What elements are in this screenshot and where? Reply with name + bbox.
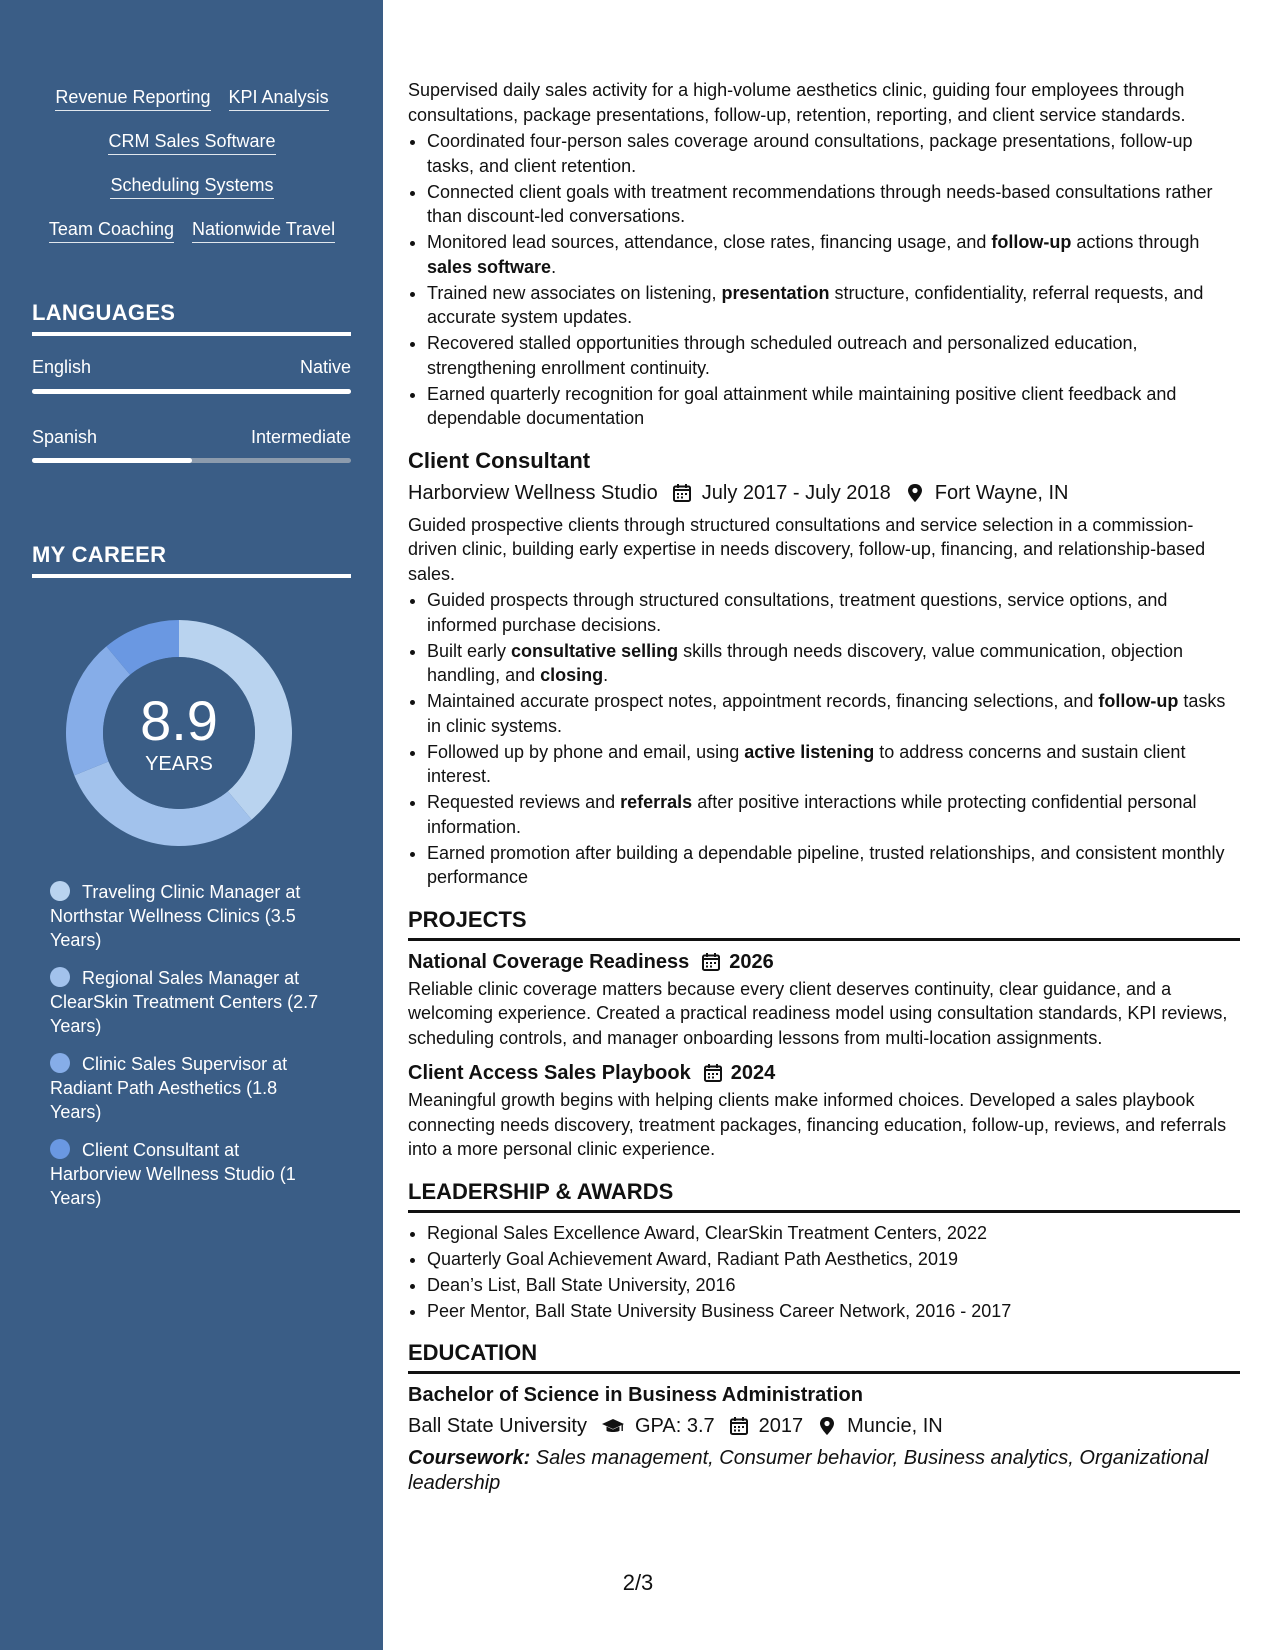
career-legend	[50, 880, 320, 1224]
award-item: • Regional Sales Excellence Award, ClearSkin Treatment Centers, 2022	[427, 1221, 1240, 1246]
bullet-text: Followed up by phone and email, using	[427, 741, 745, 762]
skill-tag: CRM Sales Software	[108, 130, 275, 155]
bullet-item	[427, 382, 1240, 431]
bullet-item	[427, 639, 1240, 688]
education-heading: EDUCATION	[408, 1339, 1240, 1374]
bullet-text: Coordinated four-person sales coverage around consultations, package presentations, follow-up tasks, and client retention.	[427, 131, 1193, 176]
skill-tag: Nationwide Travel	[192, 218, 335, 243]
sidebar	[0, 0, 383, 1650]
career-donut-center	[66, 620, 292, 846]
page-number: 2/3	[622, 1570, 654, 1595]
coursework	[408, 1446, 1240, 1496]
legend-dot-icon	[50, 1053, 70, 1073]
bullet-text: .	[551, 256, 557, 277]
skill-tag: KPI Analysis	[229, 86, 329, 111]
job-meta	[408, 479, 1240, 507]
skill-tag: Team Coaching	[49, 218, 174, 243]
gpa: GPA: 3.7	[634, 1415, 715, 1437]
career-legend-item	[50, 1138, 320, 1210]
awards-heading: LEADERSHIP & AWARDS	[408, 1178, 1240, 1213]
bullet-text: Requested reviews and	[427, 792, 621, 812]
bullet-keyword: follow-up	[991, 232, 1072, 252]
bullet-item	[427, 841, 1240, 890]
bullet-keyword: referrals	[620, 792, 693, 812]
calendar-icon	[672, 483, 692, 503]
career-legend-text: Client Consultant at Harborview Wellness Studio (1 Years)	[50, 1140, 296, 1208]
project-description: Meaningful growth begins with helping clients make informed choices. Developed a sales playbook connecting needs discovery, treatment packages, financing education, follow-up, reviews, and referrals into a more personal clinic experience.	[408, 1090, 1227, 1159]
job-dates: July 2017 - July 2018	[701, 481, 891, 504]
graduation-cap-icon	[601, 1416, 625, 1436]
projects-list	[408, 949, 1240, 1162]
location-pin-icon	[817, 1416, 837, 1436]
languages-heading: LANGUAGES	[32, 300, 351, 336]
bullet-item	[427, 180, 1240, 229]
language-bar-fill	[32, 458, 192, 463]
degree-title: Bachelor of Science in Business Administration	[408, 1384, 863, 1406]
bullet-text: structure, confidentiality, referral requests, and accurate system updates.	[427, 282, 1204, 327]
education-meta	[408, 1412, 1240, 1440]
career-total-label: YEARS	[145, 752, 213, 775]
legend-dot-icon	[50, 881, 70, 901]
skill-row	[32, 130, 352, 155]
project-year: 2024	[730, 1062, 776, 1084]
skill-tag: Scheduling Systems	[110, 174, 273, 199]
language-name: Spanish	[32, 427, 98, 447]
bullet-text: Trained new associates on listening,	[427, 282, 722, 303]
award-item: • Peer Mentor, Ball State University Business Career Network, 2016 - 2017	[427, 1299, 1240, 1324]
project-title-row	[408, 949, 1240, 975]
legend-dot-icon	[50, 1139, 70, 1159]
bullet-text: actions through	[1071, 232, 1200, 252]
bullet-text: Connected client goals with treatment recommendations through needs-based consultations rather than discount-led conversations.	[427, 181, 1213, 226]
skill-row	[32, 218, 352, 243]
bullet-text: Maintained accurate prospect notes, appointment records, financing selections, and	[427, 691, 1099, 711]
job-location: Fort Wayne, IN	[934, 481, 1069, 504]
bullet-text: Recovered stalled opportunities through scheduled outreach and personalized education, strengthening enrollment continuity.	[427, 333, 1138, 378]
project-item	[408, 949, 1240, 1051]
bullet-text: Earned promotion after building a dependable pipeline, trusted relationships, and consistent monthly performance	[427, 842, 1225, 887]
bullet-keyword: active listening	[744, 741, 875, 762]
bullet-text: Built early	[427, 640, 512, 661]
skills-list	[32, 86, 352, 262]
graduation-year: 2017	[758, 1415, 804, 1437]
skill-row	[32, 86, 352, 111]
project-title-row	[408, 1060, 1240, 1086]
bullet-keyword: closing	[540, 665, 604, 685]
bullet-keyword: consultative selling	[511, 640, 679, 661]
language-bar-english	[32, 389, 351, 394]
bullet-item	[427, 689, 1240, 738]
project-year: 2026	[729, 950, 774, 973]
bullet-text: Monitored lead sources, attendance, close rates, financing usage, and	[427, 232, 992, 252]
language-level: Intermediate	[250, 427, 351, 447]
legend-dot-icon	[50, 967, 70, 987]
bullet-item	[427, 790, 1240, 839]
language-name: English	[32, 357, 92, 377]
career-legend-item	[50, 1052, 320, 1124]
awards-list	[408, 1221, 1240, 1324]
skill-row	[32, 174, 352, 199]
job-summary: Supervised daily sales activity for a high-volume aesthetics clinic, guiding four employees through consultations, package presentations, follow-up, retention, reporting, and client service standards.	[408, 80, 1186, 125]
bullet-item	[427, 740, 1240, 789]
language-bar-fill	[32, 389, 351, 394]
bullet-text: .	[603, 665, 609, 685]
bullet-item	[427, 588, 1240, 637]
projects-heading: PROJECTS	[408, 906, 1240, 941]
job-bullets	[408, 129, 1240, 431]
bullet-item	[427, 331, 1240, 380]
bullet-text: skills through needs discovery, value communication, objection handling, and	[427, 640, 1184, 685]
award-item: • Dean’s List, Ball State University, 2016	[427, 1273, 1240, 1298]
bullet-item	[427, 230, 1240, 279]
career-total-years: 8.9	[140, 688, 218, 752]
location-pin-icon	[905, 483, 925, 503]
career-legend-text: Clinic Sales Supervisor at Radiant Path Aesthetics (1.8 Years)	[50, 1054, 288, 1122]
company-name: Harborview Wellness Studio	[408, 481, 658, 504]
bullet-text: after positive interactions while protecting confidential personal information.	[427, 792, 1197, 837]
project-title: Client Access Sales Playbook	[408, 1062, 691, 1084]
calendar-icon	[701, 952, 721, 972]
career-heading: MY CAREER	[32, 542, 351, 578]
skill-tag: Revenue Reporting	[55, 86, 210, 111]
career-legend-item	[50, 966, 320, 1038]
school-name: Ball State University	[408, 1415, 587, 1437]
job-bullets	[408, 588, 1240, 890]
job-summary: Guided prospective clients through structured consultations and service selection in a commission-driven clinic, building early expertise in needs discovery, follow-up, financing, and relationship-based sales.	[408, 514, 1206, 584]
project-title: National Coverage Readiness	[408, 950, 690, 973]
coursework-text: Sales management, Consumer behavior, Business analytics, Organizational leadership	[408, 1447, 1209, 1494]
bullet-keyword: follow-up	[1098, 691, 1179, 711]
main-content	[408, 78, 1240, 1496]
coursework-label: Coursework:	[408, 1447, 531, 1469]
career-legend-text: Regional Sales Manager at ClearSkin Treatment Centers (2.7 Years)	[50, 968, 319, 1036]
bullet-text: tasks in clinic systems.	[427, 691, 1226, 736]
project-item	[408, 1060, 1240, 1162]
career-legend-text: Traveling Clinic Manager at Northstar Wellness Clinics (3.5 Years)	[50, 882, 301, 950]
bullet-text: Guided prospects through structured consultations, treatment questions, service options, and informed purchase decisions.	[427, 590, 1168, 635]
bullet-keyword: sales software	[427, 256, 552, 277]
calendar-icon	[703, 1063, 723, 1083]
language-bar-spanish	[32, 458, 351, 463]
bullet-item	[427, 281, 1240, 330]
school-location: Muncie, IN	[847, 1415, 943, 1437]
bullet-item	[427, 129, 1240, 178]
career-legend-item	[50, 880, 320, 952]
bullet-text: Earned quarterly recognition for goal attainment while maintaining positive client feedback and dependable documentation	[427, 383, 1177, 428]
language-level: Native	[299, 357, 351, 377]
job-title: Client Consultant	[408, 447, 591, 473]
calendar-icon	[729, 1416, 749, 1436]
bullet-keyword: presentation	[721, 282, 830, 303]
language-row-english	[32, 357, 351, 378]
project-description: Reliable clinic coverage matters because every client deserves continuity, clear guidance, and a welcoming experience. Created a practical readiness model using consultation standards, KPI reviews, scheduling controls, and manager onboarding lessons from multi-location assignments.	[408, 978, 1228, 1048]
award-item: • Quarterly Goal Achievement Award, Radiant Path Aesthetics, 2019	[427, 1247, 1240, 1272]
bullet-text: to address concerns and sustain client interest.	[427, 741, 1186, 786]
language-row-spanish	[32, 427, 351, 448]
